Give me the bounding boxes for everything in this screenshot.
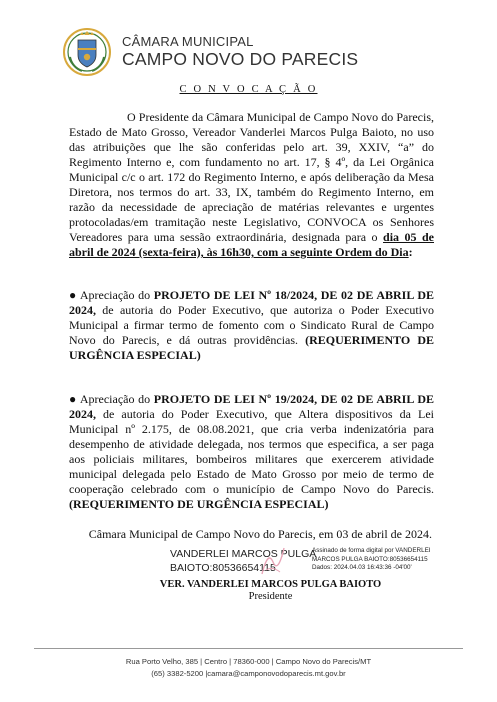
- footer-address: Rua Porto Velho, 385 | Centro | 78360-000 | Campo Novo do Parecis/MT: [125, 657, 372, 666]
- bullet-icon: ●: [69, 392, 77, 406]
- signature-mark-icon: [258, 544, 288, 578]
- signature-info-line1: Assinado de forma digital por VANDERLEI: [312, 547, 431, 554]
- signer-role: Presidente: [248, 591, 293, 602]
- agenda-item-body: de autoria do Poder Executivo, que Altera dispositivos da Lei Municipal nº 2.175, de 08.08.2021, que cria verba indenizatória para desempenho de atividade delegada, nos termos que especifica, a ser paga aos policiais militares, bombeiros militares que exercerem atividade municipal delegada pelo Estado de Mato Grosso por meio de termo de cooperação celebrado com o município de Campo Novo do Parecis.: [69, 407, 434, 496]
- signature-name: [170, 547, 316, 575]
- place-and-date: Câmara Municipal de Campo Novo do Parecis, em 03 de abril de 2024.: [88, 527, 432, 541]
- signature-details: [312, 547, 431, 573]
- paragraph-end: :: [408, 245, 413, 259]
- org-name-line2: CAMPO NOVO DO PARECIS: [122, 49, 359, 69]
- session-date-emphasis: dia 05 de abril de 2024 (sexta-feira), às 16h30, com a seguinte Ordem do Dia: [69, 230, 434, 259]
- signature-info-line2: MARCOS PULGA BAIOTO:80536654115: [312, 555, 428, 563]
- agenda-item-2: [69, 392, 434, 512]
- convocation-paragraph: [69, 110, 434, 260]
- bill-title: PROJETO DE LEI Nº 19/2024, DE 02 DE ABRIL DE 2024,: [69, 392, 434, 421]
- signature-name-line2: BAIOTO:80536654115: [170, 562, 276, 574]
- bill-title: PROJETO DE LEI Nº 18/2024, DE 02 DE ABRIL DE 2024,: [69, 288, 434, 317]
- signature-name-line1: VANDERLEI MARCOS PULGA: [170, 548, 317, 560]
- municipal-seal-icon: [62, 27, 112, 77]
- agenda-item-prefix: Apreciação do: [76, 288, 154, 302]
- bullet-icon: ●: [69, 288, 77, 302]
- letterhead: [62, 27, 442, 77]
- urgency-request: (REQUERIMENTO DE URGÊNCIA ESPECIAL): [69, 497, 329, 511]
- paragraph-text: O Presidente da Câmara Municipal de Campo Novo do Parecis, Estado de Mato Grosso, Vereador Vanderlei Marcos Pulga Baioto, no uso das atribuições que lhe são conferidas pelo art. 39, XXIV, “a” do Regimento Interno e, com fundamento no art. 17, § 4º, da Lei Orgânica Municipal c/c o art. 172 do Regimento Interno, e após deliberação da Mesa Diretora, nos termos do art. 33, IX, também do Regimento Interno, em razão da necessidade de apreciação de matérias relevantes e urgentes protocoladas/em tramitação neste Legislativo, CONVOCA os Senhores Vereadores para uma sessão extraordinária, designada para o: [69, 110, 434, 244]
- agenda-item-1: [69, 288, 434, 363]
- signature-info-line3: Dados: 2024.04.03 16:43:36 -04'00': [312, 564, 412, 571]
- agenda-item-body: de autoria do Poder Executivo, que autoriza o Poder Executivo Municipal a firmar termo de fomento com o Sindicato Rural de Campo Novo do Parecis, e dá outras providências.: [69, 303, 434, 347]
- urgency-request: (REQUERIMENTO DE URGÊNCIA ESPECIAL): [69, 333, 435, 362]
- footer-contact: (65) 3382-5200 |camara@camponovodoparecis.mt.gov.br: [151, 669, 346, 678]
- org-name-line1: CÂMARA MUNICIPAL: [122, 34, 254, 49]
- agenda-item-prefix: Apreciação do: [76, 392, 154, 406]
- footer-divider: [34, 648, 463, 649]
- signer-name: VER. VANDERLEI MARCOS PULGA BAIOTO: [159, 579, 382, 590]
- digital-signature-block: [170, 544, 450, 578]
- document-title: C O N V O C A Ç Ã O: [179, 84, 318, 95]
